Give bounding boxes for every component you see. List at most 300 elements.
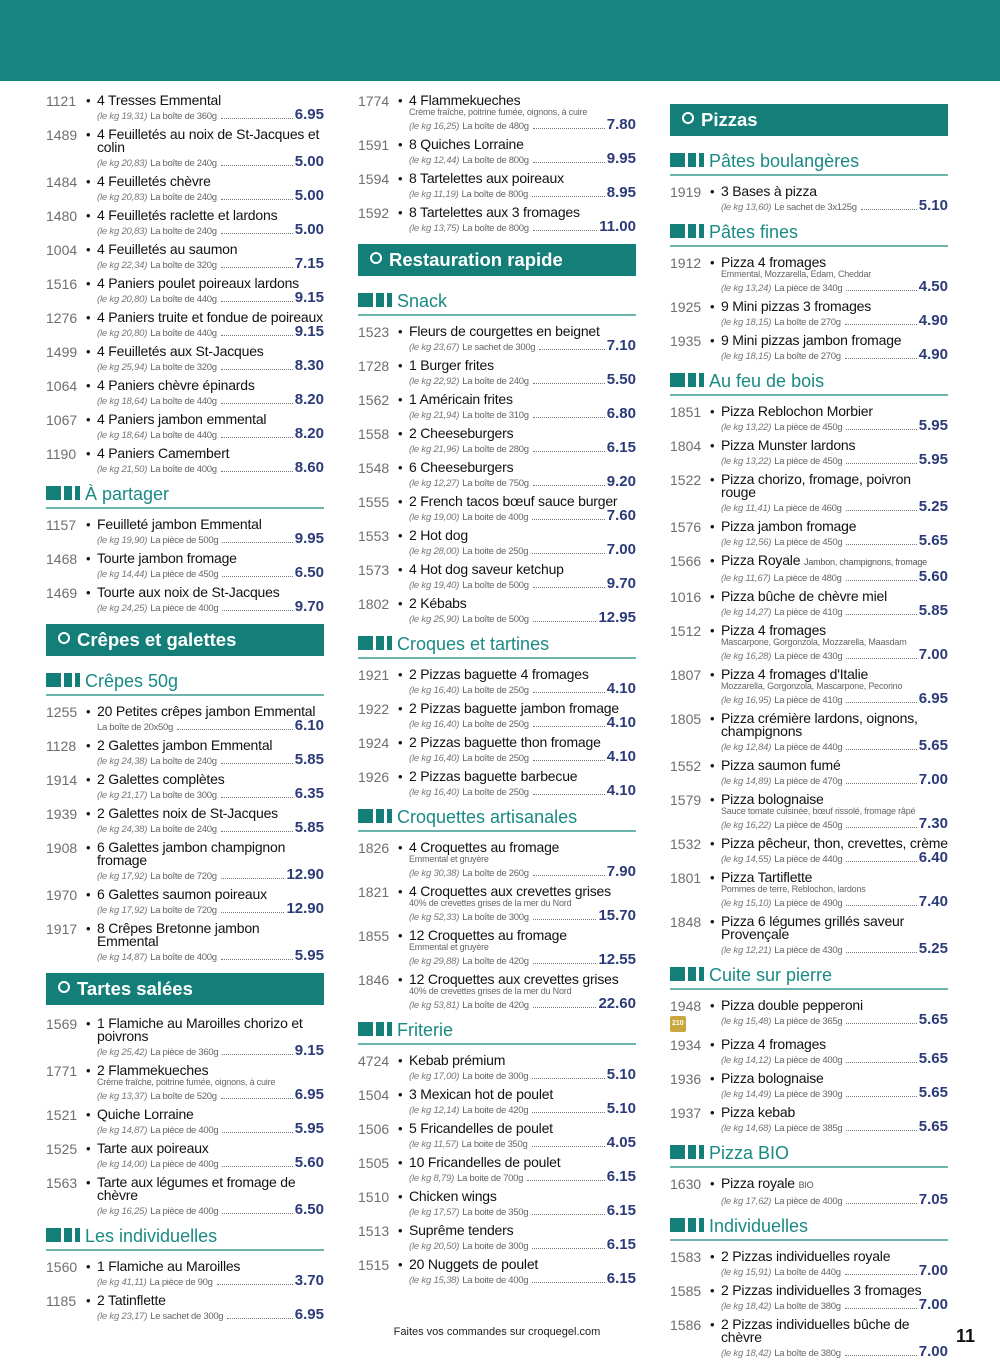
price-per-kg: (le kg 21,94) (409, 410, 460, 421)
product-item[interactable] (358, 770, 636, 798)
product-name-text: 4 Feuilletés au saumon (97, 241, 238, 257)
product-details (97, 552, 324, 580)
product-item[interactable] (670, 1072, 948, 1100)
product-details (97, 311, 324, 339)
product-item[interactable] (670, 590, 948, 618)
subsection-heading (358, 804, 636, 832)
product-name (409, 359, 636, 372)
product-code (46, 841, 86, 882)
product-item[interactable] (358, 563, 636, 591)
product-name-text: 4 Tresses Emmental (97, 92, 221, 108)
product-details (721, 300, 948, 328)
product-item[interactable] (670, 1250, 948, 1278)
product-code-text: 1924 (358, 735, 390, 751)
column-right (670, 94, 948, 1365)
package-size: La boîte de 520g (150, 1091, 217, 1102)
product-item[interactable] (670, 999, 948, 1032)
bullet-icon: • (398, 392, 403, 407)
bullet-icon: • (398, 884, 403, 899)
product-price: 5.85 (294, 819, 324, 836)
product-item[interactable] (46, 277, 324, 305)
product-code (46, 345, 86, 373)
product-item[interactable] (358, 427, 636, 455)
product-name-text: 2 Galettes jambon Emmental (97, 737, 273, 753)
package-size: La pièce de 400g (150, 603, 219, 614)
price-per-kg: (le kg 20,50) (409, 1241, 460, 1252)
package-size: La boîte de 360g (150, 111, 217, 122)
product-item[interactable] (670, 405, 948, 433)
product-name (721, 256, 948, 269)
product-details (97, 1017, 324, 1058)
product-code (670, 759, 710, 787)
product-item[interactable] (46, 1142, 324, 1170)
price-line (409, 1169, 636, 1184)
product-item[interactable] (46, 1176, 324, 1217)
dot-leader (846, 510, 917, 511)
dot-leader (533, 1007, 597, 1008)
product-item[interactable] (358, 529, 636, 557)
product-name (721, 520, 948, 533)
price-line (721, 772, 948, 787)
product-price: 5.65 (918, 1118, 948, 1135)
product-item[interactable] (670, 520, 948, 548)
price-per-kg: (le kg 14,68) (721, 1123, 772, 1134)
product-details (97, 1176, 324, 1217)
product-name-text: 2 Pizzas baguette thon fromage (409, 734, 601, 750)
product-price: 7.00 (606, 541, 636, 558)
price-line (721, 1051, 948, 1066)
product-details (97, 175, 324, 203)
product-name-text: Feuilleté jambon Emmental (97, 516, 262, 532)
product-item[interactable] (358, 885, 636, 923)
product-item[interactable] (670, 554, 948, 584)
product-description: Emmental, Mozzarella, Edam, Cheddar (721, 269, 872, 279)
product-item[interactable] (358, 1156, 636, 1184)
product-item[interactable] (670, 759, 948, 787)
product-item[interactable] (46, 209, 324, 237)
package-size: La pièce de 450g (774, 422, 843, 433)
product-price: 4.90 (918, 346, 948, 363)
product-code-text: 1914 (46, 772, 78, 788)
product-item[interactable] (358, 1088, 636, 1116)
price-per-kg: (le kg 52,33) (409, 912, 460, 923)
product-code (46, 773, 86, 801)
product-name (97, 94, 324, 107)
product-name-text: 1 Burger frites (409, 357, 494, 373)
product-item[interactable] (46, 1108, 324, 1136)
product-code-text: 1255 (46, 704, 78, 720)
price-line (409, 406, 636, 421)
product-item[interactable] (46, 1294, 324, 1322)
product-name-text: Pizza crémière lardons, oignons, champignons (721, 710, 918, 739)
product-price: 5.25 (918, 498, 948, 515)
product-name-text: Tarte aux légumes et fromage de chèvre (97, 1174, 296, 1203)
product-item[interactable] (46, 94, 324, 122)
product-item[interactable] (46, 1260, 324, 1288)
product-item[interactable] (46, 1064, 324, 1102)
product-item[interactable] (670, 300, 948, 328)
bullet-icon: • (398, 358, 403, 373)
dot-leader (846, 783, 916, 784)
price-per-kg: (le kg 14,89) (721, 776, 772, 787)
bullet-icon: • (86, 1141, 91, 1156)
bar-shape (376, 809, 384, 823)
package-size: La pièce de 430g (774, 651, 843, 662)
product-price: 12.90 (286, 866, 324, 883)
product-item[interactable] (46, 447, 324, 475)
product-item[interactable] (46, 311, 324, 339)
product-price: 5.50 (606, 371, 636, 388)
price-per-kg: (le kg 53,81) (409, 1000, 460, 1011)
package-size: La boîte de 240g (150, 192, 217, 203)
product-item[interactable] (358, 736, 636, 764)
package-size: La boîte de 440g (150, 396, 217, 407)
price-line (97, 392, 324, 407)
product-name (97, 1260, 324, 1273)
product-code-text: 1569 (46, 1016, 78, 1032)
product-price: 4.10 (606, 714, 636, 731)
product-item[interactable] (670, 334, 948, 362)
product-code-text: 1505 (358, 1155, 390, 1171)
subsection-title: Cuite sur pierre (709, 965, 833, 985)
product-item[interactable] (46, 773, 324, 801)
product-name-text: 4 Paniers poulet poireaux lardons (97, 275, 299, 291)
price-per-kg: (le kg 16,25) (409, 121, 460, 132)
product-item[interactable] (670, 1318, 948, 1359)
product-item[interactable] (46, 552, 324, 580)
product-item[interactable] (670, 871, 948, 909)
product-code (358, 94, 398, 132)
bar-shape (64, 673, 72, 687)
product-details (721, 439, 948, 467)
product-item[interactable] (46, 739, 324, 767)
bullet-icon: • (710, 1037, 715, 1052)
product-name (409, 668, 636, 681)
product-item[interactable] (46, 586, 324, 614)
product-price: 4.10 (606, 680, 636, 697)
section-title: Tartes salées (77, 978, 193, 999)
product-code (46, 1142, 86, 1170)
product-code (46, 586, 86, 614)
product-code-text: 1563 (46, 1175, 78, 1191)
circle-icon (682, 112, 694, 124)
product-name (409, 736, 636, 749)
page-number: 11 (956, 1326, 976, 1346)
product-price: 5.85 (918, 602, 948, 619)
section-title: Crêpes et galettes (77, 629, 237, 650)
dot-leader (846, 952, 916, 953)
dot-leader (533, 963, 597, 964)
product-details (721, 1072, 948, 1100)
dot-leader (222, 1054, 292, 1055)
footer-website[interactable]: Faites vos commandes sur croquegel.com (393, 1326, 601, 1338)
product-details (97, 94, 324, 122)
product-details (97, 1142, 324, 1170)
product-code-text: 1121 (46, 93, 77, 109)
price-per-kg: (le kg 15,10) (721, 898, 772, 909)
product-price: 5.10 (918, 197, 948, 214)
product-code (358, 393, 398, 421)
product-item[interactable] (46, 518, 324, 546)
product-code (670, 915, 710, 956)
bar-shape (670, 1218, 685, 1232)
product-price: 4.10 (606, 782, 636, 799)
product-item[interactable] (358, 206, 636, 234)
price-per-kg: (le kg 16,95) (721, 695, 772, 706)
product-code-text: 1512 (670, 623, 702, 639)
product-item[interactable] (670, 1106, 948, 1134)
product-name-text: 4 Feuilletés chèvre (97, 173, 211, 189)
product-item[interactable] (670, 439, 948, 467)
product-item[interactable] (358, 841, 636, 879)
product-price: 12.95 (598, 609, 636, 626)
product-item[interactable] (358, 138, 636, 166)
price-per-kg: (le kg 19,40) (409, 580, 460, 591)
product-price: 8.95 (606, 184, 636, 201)
bullet-icon: • (398, 324, 403, 339)
product-item[interactable] (358, 1054, 636, 1082)
bullet-icon: • (398, 171, 403, 186)
package-size: La boîte de 300g (150, 790, 217, 801)
product-code (46, 1064, 86, 1102)
price-line (97, 1121, 324, 1136)
product-details (721, 520, 948, 548)
price-per-kg: (le kg 20,80) (97, 294, 148, 305)
product-item[interactable] (670, 712, 948, 753)
subsection-title: Individuelles (709, 1216, 809, 1236)
product-description: 40% de crevettes grises de la mer du Nord (409, 898, 572, 908)
product-item[interactable] (670, 793, 948, 831)
product-code (670, 590, 710, 618)
dot-leader (846, 905, 916, 906)
product-item[interactable] (670, 1177, 948, 1207)
product-price: 7.80 (606, 116, 636, 133)
product-price: 9.95 (606, 150, 636, 167)
price-line (97, 290, 324, 305)
product-item[interactable] (358, 702, 636, 730)
product-item[interactable] (358, 172, 636, 200)
product-price: 12.55 (598, 951, 636, 968)
product-item[interactable] (670, 1038, 948, 1066)
bullet-icon: • (398, 667, 403, 682)
product-item[interactable] (46, 922, 324, 963)
product-code-text: 1939 (46, 806, 78, 822)
product-details (721, 554, 948, 584)
product-item[interactable] (46, 413, 324, 441)
product-item[interactable] (670, 256, 948, 294)
product-details (721, 915, 948, 956)
product-details (721, 1038, 948, 1066)
subsection-heading (358, 631, 636, 659)
package-size: La pièce de 500g (150, 535, 219, 546)
dot-leader (532, 1248, 605, 1249)
product-price: 6.15 (606, 1202, 636, 1219)
product-name (409, 94, 636, 107)
product-name-text: Pizza saumon fumé (721, 757, 841, 773)
product-code (670, 520, 710, 548)
product-details (97, 379, 324, 407)
subsection-title: Pizza BIO (709, 1143, 790, 1163)
dot-leader (221, 301, 293, 302)
product-name-text: 2 Pizzas individuelles royale (721, 1248, 891, 1264)
product-code-text: 1489 (46, 127, 78, 143)
product-details (721, 590, 948, 618)
bars-icon (358, 1018, 397, 1042)
product-name (409, 427, 636, 440)
product-price: 4.10 (606, 748, 636, 765)
product-details (409, 929, 636, 967)
dot-leader (533, 587, 605, 588)
product-item[interactable] (46, 379, 324, 407)
product-name (97, 773, 324, 786)
product-code-text: 1771 (46, 1063, 78, 1079)
bullet-icon: • (86, 887, 91, 902)
product-item[interactable] (46, 175, 324, 203)
bars-icon (46, 482, 85, 506)
bars-icon (670, 149, 709, 173)
dot-leader (222, 576, 292, 577)
product-code (46, 413, 86, 441)
product-code (358, 563, 398, 591)
product-item[interactable] (358, 325, 636, 353)
price-per-kg: (le kg 23,67) (409, 342, 460, 353)
product-code-text: 1016 (670, 589, 702, 605)
dot-leader (845, 1308, 917, 1309)
product-item[interactable] (670, 837, 948, 865)
product-code (46, 518, 86, 546)
product-item[interactable] (358, 973, 636, 1011)
product-item[interactable] (670, 624, 948, 662)
bullet-icon: • (398, 1053, 403, 1068)
price-line (409, 338, 636, 353)
dot-leader (533, 760, 605, 761)
product-item[interactable] (358, 461, 636, 489)
product-name (97, 922, 324, 948)
product-item[interactable] (46, 1017, 324, 1058)
product-item[interactable] (358, 393, 636, 421)
product-item[interactable] (358, 597, 636, 625)
product-name-text: 1 Flamiche au Maroilles (97, 1258, 241, 1274)
price-line (409, 749, 636, 764)
subsection-heading (46, 1223, 324, 1251)
product-item[interactable] (358, 495, 636, 523)
bullet-icon: • (398, 1257, 403, 1272)
product-details (409, 770, 636, 798)
dot-leader (846, 429, 916, 430)
product-item[interactable] (670, 915, 948, 956)
dot-leader (221, 763, 293, 764)
product-name-text: 2 Pizzas individuelles bûche de chèvre (721, 1316, 910, 1345)
bar-shape (387, 1022, 392, 1036)
price-line (97, 531, 324, 546)
product-item[interactable] (46, 841, 324, 882)
bullet-icon: • (398, 1189, 403, 1204)
price-per-kg: (le kg 20,83) (97, 192, 148, 203)
product-code-text: 1586 (670, 1317, 702, 1333)
product-details (97, 345, 324, 373)
product-item[interactable] (358, 359, 636, 387)
product-name (721, 793, 948, 806)
product-item[interactable] (670, 668, 948, 706)
product-code-text: 1851 (670, 404, 702, 420)
product-name-text: 3 Bases à pizza (721, 183, 817, 199)
product-item[interactable] (670, 1284, 948, 1312)
product-code-text: 1185 (46, 1293, 77, 1309)
price-per-kg: (le kg 11,57) (409, 1139, 459, 1150)
product-item[interactable] (358, 1122, 636, 1150)
product-code (670, 554, 710, 584)
product-item[interactable] (358, 929, 636, 967)
product-code-text: 1276 (46, 310, 78, 326)
product-item[interactable] (46, 128, 324, 169)
product-item[interactable] (46, 243, 324, 271)
product-item[interactable] (358, 1190, 636, 1218)
product-item[interactable] (358, 1258, 636, 1286)
bullet-icon: • (398, 205, 403, 220)
product-code-text: 1499 (46, 344, 78, 360)
product-name-text: 2 Pizzas baguette 4 fromages (409, 666, 589, 682)
price-line (97, 786, 324, 801)
product-code-text: 1846 (358, 972, 390, 988)
product-item[interactable] (46, 345, 324, 373)
product-item[interactable] (358, 1224, 636, 1252)
product-name (97, 345, 324, 358)
price-line (97, 1155, 324, 1170)
bullet-icon: • (86, 174, 91, 189)
product-details (409, 597, 636, 625)
product-details (97, 209, 324, 237)
product-details (409, 393, 636, 421)
product-item[interactable] (46, 807, 324, 835)
price-line (721, 816, 948, 831)
bar-shape (46, 486, 61, 500)
bars-icon (670, 963, 709, 987)
product-name-text: 20 Petites crêpes jambon Emmental (97, 703, 316, 719)
price-line (97, 1043, 324, 1058)
dot-leader (221, 831, 293, 832)
price-line (97, 565, 324, 580)
product-details (97, 1260, 324, 1288)
product-details (721, 256, 948, 294)
product-name (97, 277, 324, 290)
product-price: 6.15 (606, 1168, 636, 1185)
product-description: Crème fraîche, poitrine fumée, oignons, à cuire (97, 1077, 276, 1087)
product-item[interactable] (46, 888, 324, 916)
dot-leader (221, 199, 293, 200)
price-line (409, 610, 636, 625)
product-details (721, 759, 948, 787)
bullet-icon: • (398, 1087, 403, 1102)
product-name (97, 311, 324, 324)
product-details (721, 473, 948, 514)
product-item[interactable] (670, 185, 948, 213)
product-code (670, 473, 710, 514)
dot-leader (846, 1130, 916, 1131)
price-per-kg: (le kg 13,22) (721, 456, 772, 467)
package-size: La boite de 420g (462, 1105, 529, 1116)
price-per-kg: (le kg 28,00) (409, 546, 460, 557)
package-size: La boîte de 440g (150, 294, 217, 305)
product-item[interactable] (46, 705, 324, 733)
package-size: La pièce de 400g (774, 1055, 843, 1066)
product-item[interactable] (358, 668, 636, 696)
price-per-kg: (le kg 11,67) (721, 573, 771, 584)
product-item[interactable] (358, 94, 636, 132)
product-item[interactable] (670, 473, 948, 514)
product-name-text: Pizza royale (721, 1175, 795, 1191)
price-line (409, 117, 636, 132)
bar-shape (699, 1218, 704, 1232)
